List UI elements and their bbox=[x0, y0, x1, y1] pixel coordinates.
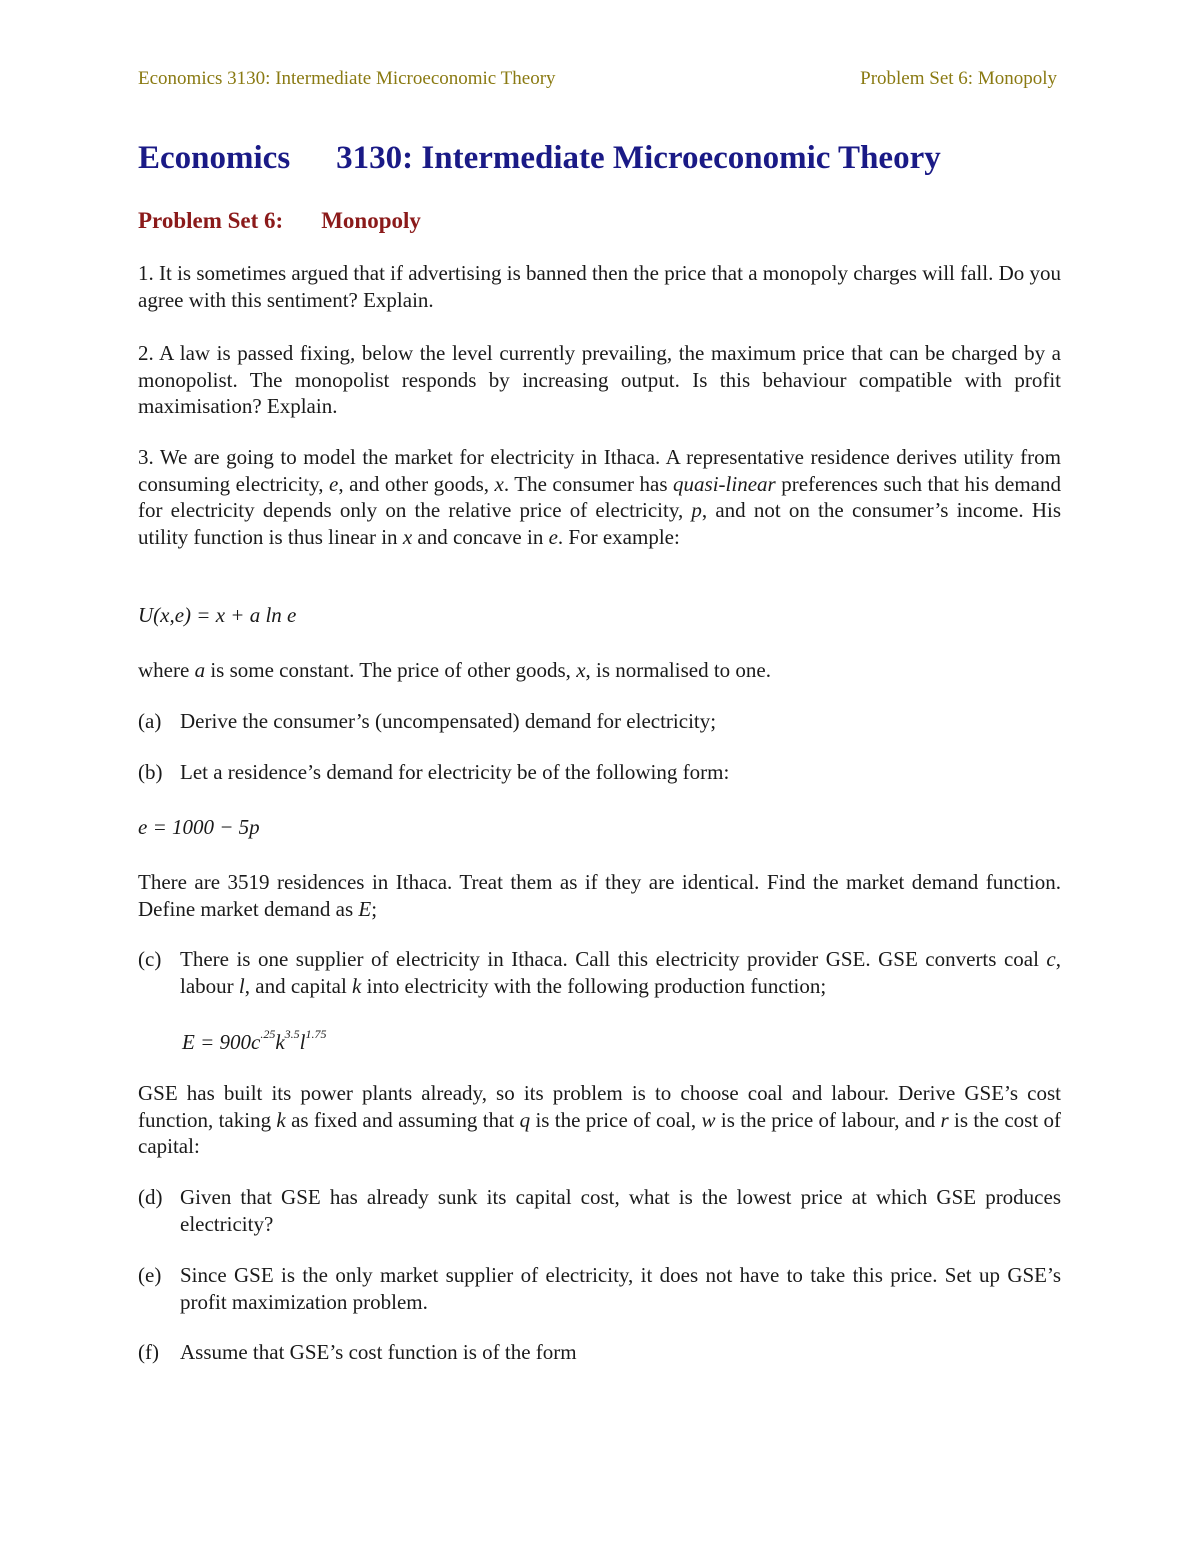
part-d bbox=[138, 1184, 1061, 1238]
gse-cost-paragraph: GSE has built its power plants already, so its problem is to choose coal and labour. Derive GSE’s cost function, taking k as fixed and assuming that q is the price of coal, w is the price of labour, and r is the cost of capital: bbox=[138, 1081, 1061, 1158]
part-d-text: Given that GSE has already sunk its capital cost, what is the lowest price at which GSE produces electricity? bbox=[180, 1185, 1061, 1236]
subtitle-set: Problem Set 6: bbox=[138, 208, 284, 233]
header-problem-set: Problem Set 6: Monopoly bbox=[860, 68, 1057, 89]
part-f-label: (f) bbox=[138, 1340, 159, 1364]
part-a-label: (a) bbox=[138, 709, 162, 733]
part-c-label: (c) bbox=[138, 947, 162, 971]
part-e-text: Since GSE is the only market supplier of electricity, it does not have to take this price. Set up GSE’s profit maximization problem. bbox=[180, 1263, 1061, 1314]
part-e-label: (e) bbox=[138, 1263, 162, 1287]
residences-paragraph: There are 3519 residences in Ithaca. Treat them as if they are identical. Find the market demand function. Define market demand as E; bbox=[138, 870, 1061, 921]
subtitle-topic: Monopoly bbox=[321, 208, 421, 233]
running-header bbox=[138, 68, 1057, 90]
question-3-intro: 3. We are going to model the market for electricity in Ithaca. A representative residence derives utility from consuming electricity, e, and other goods, x. The consumer has quasi-linear preferences such that his demand for electricity depends only on the relative price of electricity, p, and not on the consumer’s income. His utility function is thus linear in x and concave in e. For example: bbox=[138, 445, 1061, 549]
production-function-equation: $E = 900c^{.25}k^{3.5}l^{1.75}$ bbox=[182, 1027, 327, 1054]
part-f-text: Assume that GSE’s cost function is of the form bbox=[180, 1340, 577, 1364]
part-e bbox=[138, 1262, 1061, 1316]
part-c bbox=[138, 946, 1061, 1000]
part-a-text: Derive the consumer’s (uncompensated) demand for electricity; bbox=[180, 709, 717, 733]
part-c-text: There is one supplier of electricity in Ithaca. Call this electricity provider GSE. GSE converts coal c, labour l, and capital k into electricity with the following production function; bbox=[180, 947, 1061, 998]
question-1: 1. It is sometimes argued that if advertising is banned then the price that a monopoly charges will fall. Do you agree with this sentiment? Explain. bbox=[138, 261, 1062, 312]
where-clause: where a is some constant. The price of other goods, x, is normalised to one. bbox=[138, 658, 771, 682]
utility-equation: U(x,e) = x + a ln e bbox=[138, 603, 297, 627]
title-name: 3130: Intermediate Microeconomic Theory bbox=[336, 140, 941, 176]
header-course-title: Economics 3130: Intermediate Microeconomic Theory bbox=[138, 68, 556, 89]
part-a bbox=[138, 708, 1061, 735]
part-b bbox=[138, 759, 1061, 786]
part-d-label: (d) bbox=[138, 1185, 163, 1209]
page-title bbox=[138, 140, 941, 177]
title-course: Economics bbox=[138, 140, 291, 176]
question-2: 2. A law is passed fixing, below the level currently prevailing, the maximum price that can be charged by a monopolist. The monopolist responds by increasing output. Is this behaviour compatible with profit maximisation? Explain. bbox=[138, 341, 1061, 418]
part-f bbox=[138, 1339, 1061, 1366]
part-b-text: Let a residence’s demand for electricity be of the following form: bbox=[180, 760, 730, 784]
demand-equation: e = 1000 − 5p bbox=[138, 815, 260, 839]
page-subtitle bbox=[138, 208, 421, 234]
part-b-label: (b) bbox=[138, 760, 163, 784]
